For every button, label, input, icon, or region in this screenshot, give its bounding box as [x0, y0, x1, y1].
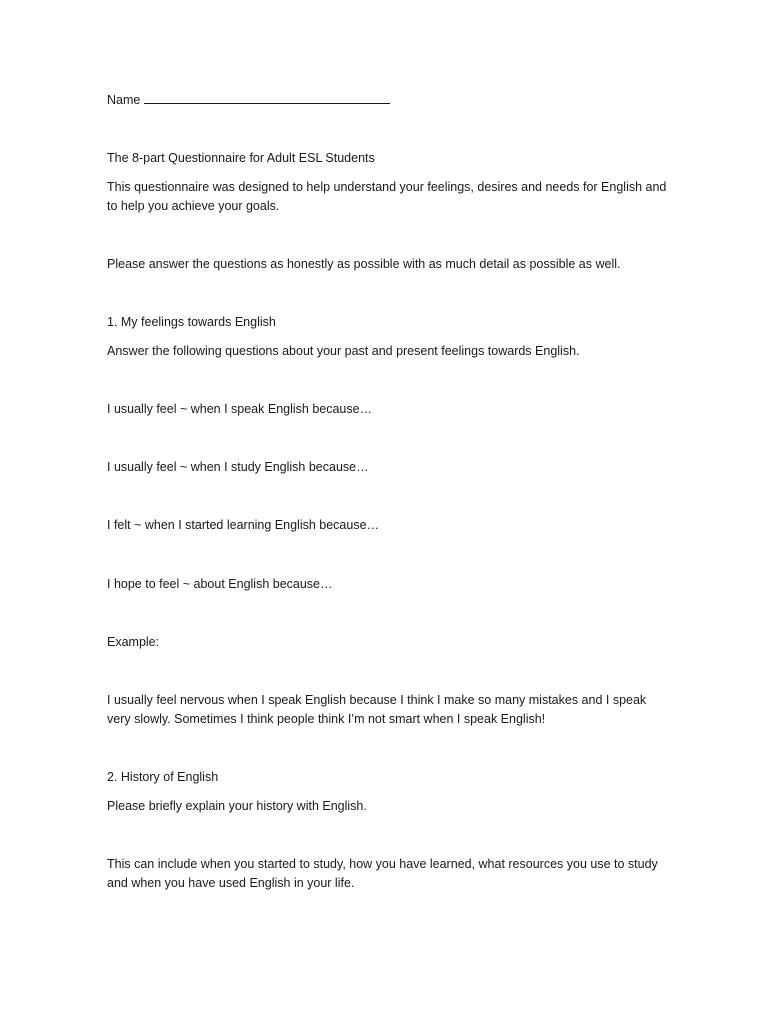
example-label: Example: [107, 635, 160, 649]
instructions-paragraph: Please answer the questions as honestly as possible with as much detail as possible as well. [107, 257, 621, 271]
name-field-row [107, 91, 667, 110]
section-2-detail: This can include when you started to study, how you have learned, what resources you use to study and when you have used English in your life. [107, 857, 658, 890]
name-blank-line[interactable] [144, 91, 390, 104]
name-label: Name [107, 93, 141, 107]
intro-paragraph: This questionnaire was designed to help understand your feelings, desires and needs for English and to help you achieve your goals. [107, 180, 667, 213]
document-title: The 8-part Questionnaire for Adult ESL Students [107, 151, 375, 165]
section-2-heading: 2. History of English [107, 770, 219, 784]
section-1-heading: 1. My feelings towards English [107, 315, 276, 329]
prompt-hope: I hope to feel ~ about English because… [107, 577, 333, 591]
prompt-speak: I usually feel ~ when I speak English because… [107, 402, 373, 416]
example-text: I usually feel nervous when I speak English because I think I make so many mistakes and I speak very slowly. Sometimes I think people think I’m not smart when I speak English! [107, 693, 647, 726]
section-1-instruction: Answer the following questions about your past and present feelings towards English. [107, 344, 580, 358]
prompt-started: I felt ~ when I started learning English because… [107, 518, 380, 532]
section-2-instruction: Please briefly explain your history with English. [107, 799, 367, 813]
prompt-study: I usually feel ~ when I study English because… [107, 460, 369, 474]
